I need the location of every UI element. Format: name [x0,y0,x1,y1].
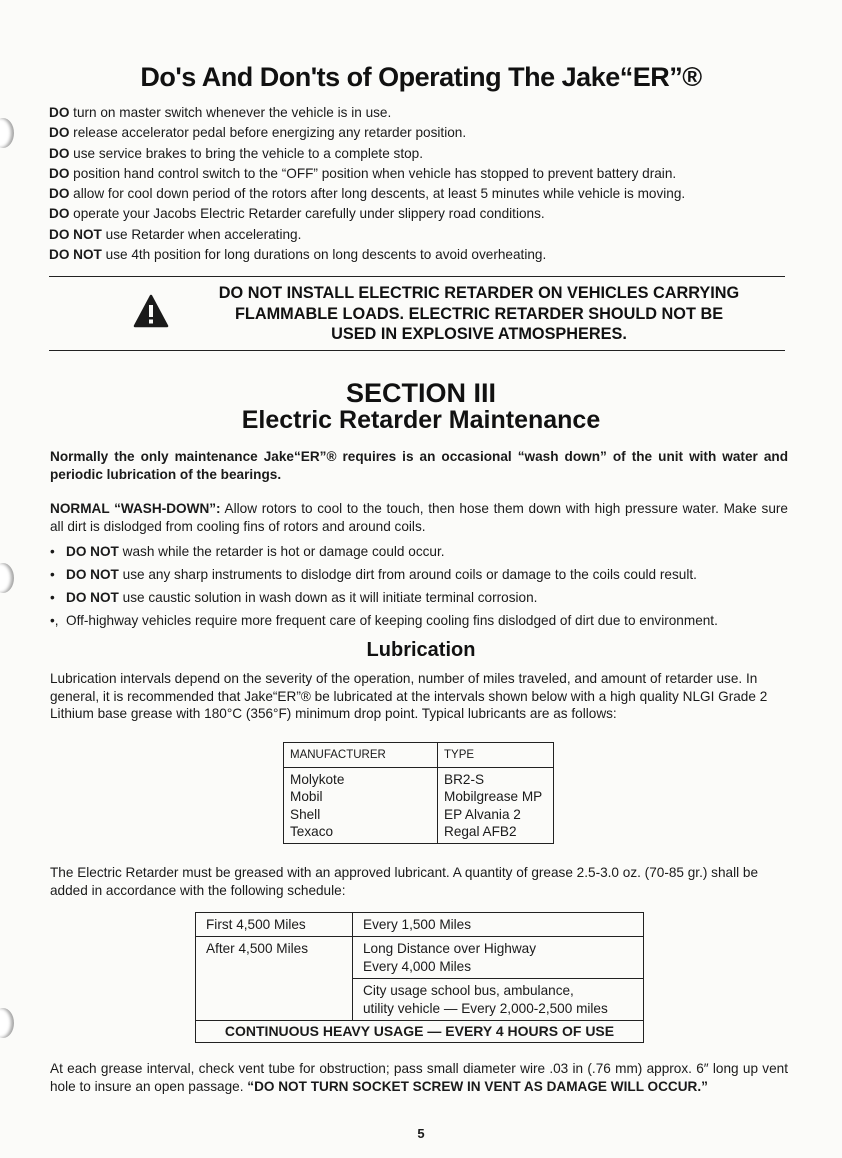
schedule-cell [353,937,644,979]
rule-label: DO [49,186,70,202]
bullet-text: use caustic solution in wash down as it will initiate terminal corrosion. [118,590,538,605]
warning-line: FLAMMABLE LOADS. ELECTRIC RETARDER SHOULD NOT BE [234,304,724,323]
vent-text: At each grease interval, check vent tube for obstruction; pass small diameter wire .03 in (.76 mm) approx. 6″ long up vent hole to insure an open passage. [50,1061,788,1094]
rule-item [49,245,789,265]
rule-item [49,184,789,204]
rule-text: release accelerator pedal before energizing any retarder position. [69,125,467,141]
section-title: Electric Retarder Maintenance [241,406,601,434]
schedule-footer: CONTINUOUS HEAVY USAGE — EVERY 4 HOURS OF USE [196,1021,644,1043]
bullet-text: use any sharp instruments to dislodge dirt from around coils or damage to the coils could result. [118,567,697,582]
table-header-row [284,743,554,768]
rule-item [49,103,789,123]
bullet-item [50,586,790,609]
warning-line: DO NOT INSTALL ELECTRIC RETARDER ON VEHICLES CARRYING [218,284,740,302]
bullet-label: DO NOT [66,567,119,582]
manufacturer-name: Mobil [290,789,323,805]
table-row [196,913,644,937]
grease-schedule-table [195,912,644,1043]
rule-label: DO [49,206,70,222]
rule-label: DO NOT [49,226,102,242]
rule-item [49,123,789,143]
rule-label: DO [49,165,70,181]
table-row [284,768,554,844]
washdown-bullets [50,540,790,632]
binder-hole [0,118,14,148]
schedule-line: Long Distance over Highway [363,941,537,957]
table-row [196,937,644,979]
manufacturer-cell [284,768,438,844]
type-cell [438,768,554,844]
page-number: 5 [417,1126,425,1141]
schedule-cell [353,979,644,1021]
bullet-text: Off-highway vehicles require more frequent care of keeping cooling fins dislodged of dirt due to environment. [66,613,718,628]
lubrication-title: Lubrication [366,639,476,661]
rule-text: use service brakes to bring the vehicle to a complete stop. [69,145,424,161]
washdown-paragraph [50,500,788,535]
schedule-line: Every 4,000 Miles [363,958,472,974]
column-header: TYPE [438,743,554,768]
intro-paragraph: Normally the only maintenance Jake“ER”® requires is an occasional “wash down” of the unit with water and periodic lubrication of the bearings. [50,449,788,482]
washdown-text: Allow rotors to cool to the touch, then hose them down with high pressure water. Make sure all dirt is dislodged from cooling fins of rotors and around coils. [50,501,788,534]
page-title: Do's And Don'ts of Operating The Jake“ER”® [140,62,702,92]
bullet-text: wash while the retarder is hot or damage could occur. [118,544,445,559]
lubricant-type: Regal AFB2 [444,824,517,840]
rule-text: use Retarder when accelerating. [101,226,302,242]
lubricant-type: EP Alvania 2 [444,806,521,822]
binder-hole [0,563,14,593]
washdown-label: NORMAL “WASH-DOWN”: [50,501,221,516]
rule-text: turn on master switch whenever the vehicle is in use. [69,105,392,120]
bullet-item [50,540,790,563]
rule-text: use 4th position for long durations on long descents to avoid overheating. [101,247,547,263]
rule-text: operate your Jacobs Electric Retarder carefully under slippery road conditions. [69,206,545,222]
rule-label: DO [49,125,70,141]
bullet-label: DO NOT [66,590,119,605]
schedule-cell: Every 1,500 Miles [353,913,644,937]
bullet-label: DO NOT [66,544,119,559]
warning-text [169,283,789,345]
manufacturer-name: Texaco [290,824,334,840]
rule-text: allow for cool down period of the rotors after long descents, at least 5 minutes while vehicle is moving. [69,186,686,202]
binder-hole [0,1008,14,1038]
rule-text: position hand control switch to the “OFF” position when vehicle has stopped to prevent battery drain. [69,165,677,181]
schedule-cell: First 4,500 Miles [196,913,353,937]
warning-line: USED IN EXPLOSIVE ATMOSPHERES. [331,325,627,343]
schedule-line: utility vehicle — Every 2,000-2,500 miles [363,1000,608,1016]
rule-item [49,204,789,224]
bullet-item [50,609,790,632]
bullet-marker: • [50,567,55,582]
divider-bottom [49,350,785,351]
table-footer-row [196,1021,644,1043]
section-number: SECTION III [345,378,497,408]
vent-warning: “DO NOT TURN SOCKET SCREW IN VENT AS DAMAGE WILL OCCUR.” [247,1078,708,1094]
divider-top [49,276,785,277]
dos-and-donts-list [49,103,789,265]
rule-label: DO [49,145,70,161]
lubricants-table [283,742,554,844]
rule-label: DO [49,105,70,120]
lubricant-type: Mobilgrease MP [444,789,543,805]
rule-item [49,144,789,164]
bullet-marker: • [50,590,55,605]
vent-paragraph [50,1060,788,1095]
manufacturer-name: Molykote [290,772,345,787]
rule-label: DO NOT [49,247,102,263]
bullet-item [50,563,790,586]
rule-item [49,164,789,184]
warning-box [49,283,785,345]
schedule-line: City usage school bus, ambulance, [363,983,574,999]
warning-triangle-icon [133,294,169,328]
lubrication-paragraph: Lubrication intervals depend on the severity of the operation, number of miles traveled, and amount of retarder use. In general, it is recommended that Jake“ER”® be lubricated at the intervals shown below with a high quality NLGI Grade 2 Lithium base grease with 180°C (356°F) minimum drop point. Typical lubricants are as follows: [50,671,768,722]
lubricant-type: BR2-S [444,772,485,787]
rule-item [49,225,789,245]
schedule-cell: After 4,500 Miles [196,937,353,1021]
column-header: MANUFACTURER [284,743,438,768]
grease-paragraph: The Electric Retarder must be greased with an approved lubricant. A quantity of grease 2.5-3.0 oz. (70-85 gr.) shall be added in accordance with the following schedule: [50,865,759,898]
bullet-marker: •, [50,613,59,628]
bullet-marker: • [50,544,55,559]
manufacturer-name: Shell [290,806,321,822]
